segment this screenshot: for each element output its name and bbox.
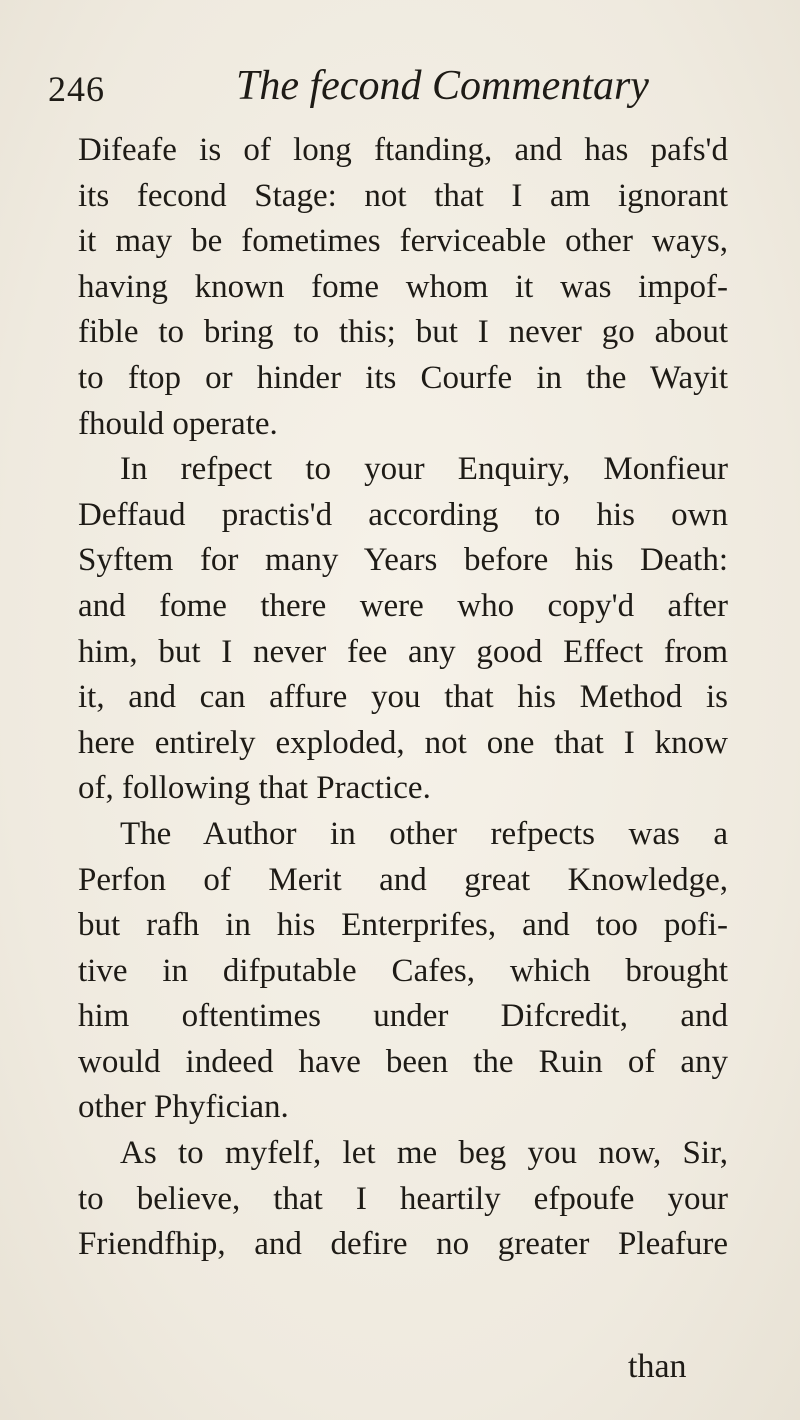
text-line: Perfon of Merit and great Knowledge,: [78, 861, 728, 898]
text-line: it may be fometimes ferviceable other ways,: [78, 223, 728, 260]
text-line: As to myfelf, let me beg you now, Sir,: [120, 1135, 728, 1172]
page-header: [48, 62, 748, 118]
text-line: Deffaud practis'd according to his own: [78, 496, 728, 533]
catchword: than: [628, 1348, 687, 1385]
text-line: Difeafe is of long ftanding, and has pafs'd: [78, 132, 728, 168]
text-line: Syftem for many Years before his Death:: [78, 542, 728, 579]
text-line: of, following that Practice.: [78, 770, 431, 807]
text-line: him, but I never fee any good Effect from: [78, 633, 728, 670]
text-line: In refpect to your Enquiry, Monfieur: [120, 451, 728, 488]
text-line: having known fome whom it was impof-: [78, 268, 728, 305]
text-line: fible to bring to this; but I never go about: [78, 314, 728, 351]
text-line: Friendfhip, and defire no greater Pleafure: [78, 1226, 728, 1263]
text-line: tive in difputable Cafes, which brought: [78, 952, 728, 989]
text-line: here entirely exploded, not one that I know: [78, 724, 728, 761]
text-line: its fecond Stage: not that I am ignorant: [78, 177, 728, 214]
text-line: The Author in other refpects was a: [120, 815, 728, 852]
page-number: 246: [48, 69, 105, 109]
text-line: him oftentimes under Difcredit, and: [78, 998, 728, 1035]
text-line: it, and can affure you that his Method is: [78, 679, 728, 716]
body-text: [78, 128, 728, 1268]
text-line: to ftop or hinder its Courfe in the Wayit: [78, 359, 728, 396]
text-line: to believe, that I heartily efpoufe your: [78, 1180, 728, 1217]
text-line: other Phyfician.: [78, 1089, 289, 1126]
text-line: but rafh in his Enterprifes, and too pofi-: [78, 907, 728, 944]
running-title: The fecond Commentary: [236, 63, 649, 109]
text-line: would indeed have been the Ruin of any: [78, 1043, 728, 1080]
text-line: and fome there were who copy'd after: [78, 587, 728, 624]
text-line: fhould operate.: [78, 405, 278, 442]
